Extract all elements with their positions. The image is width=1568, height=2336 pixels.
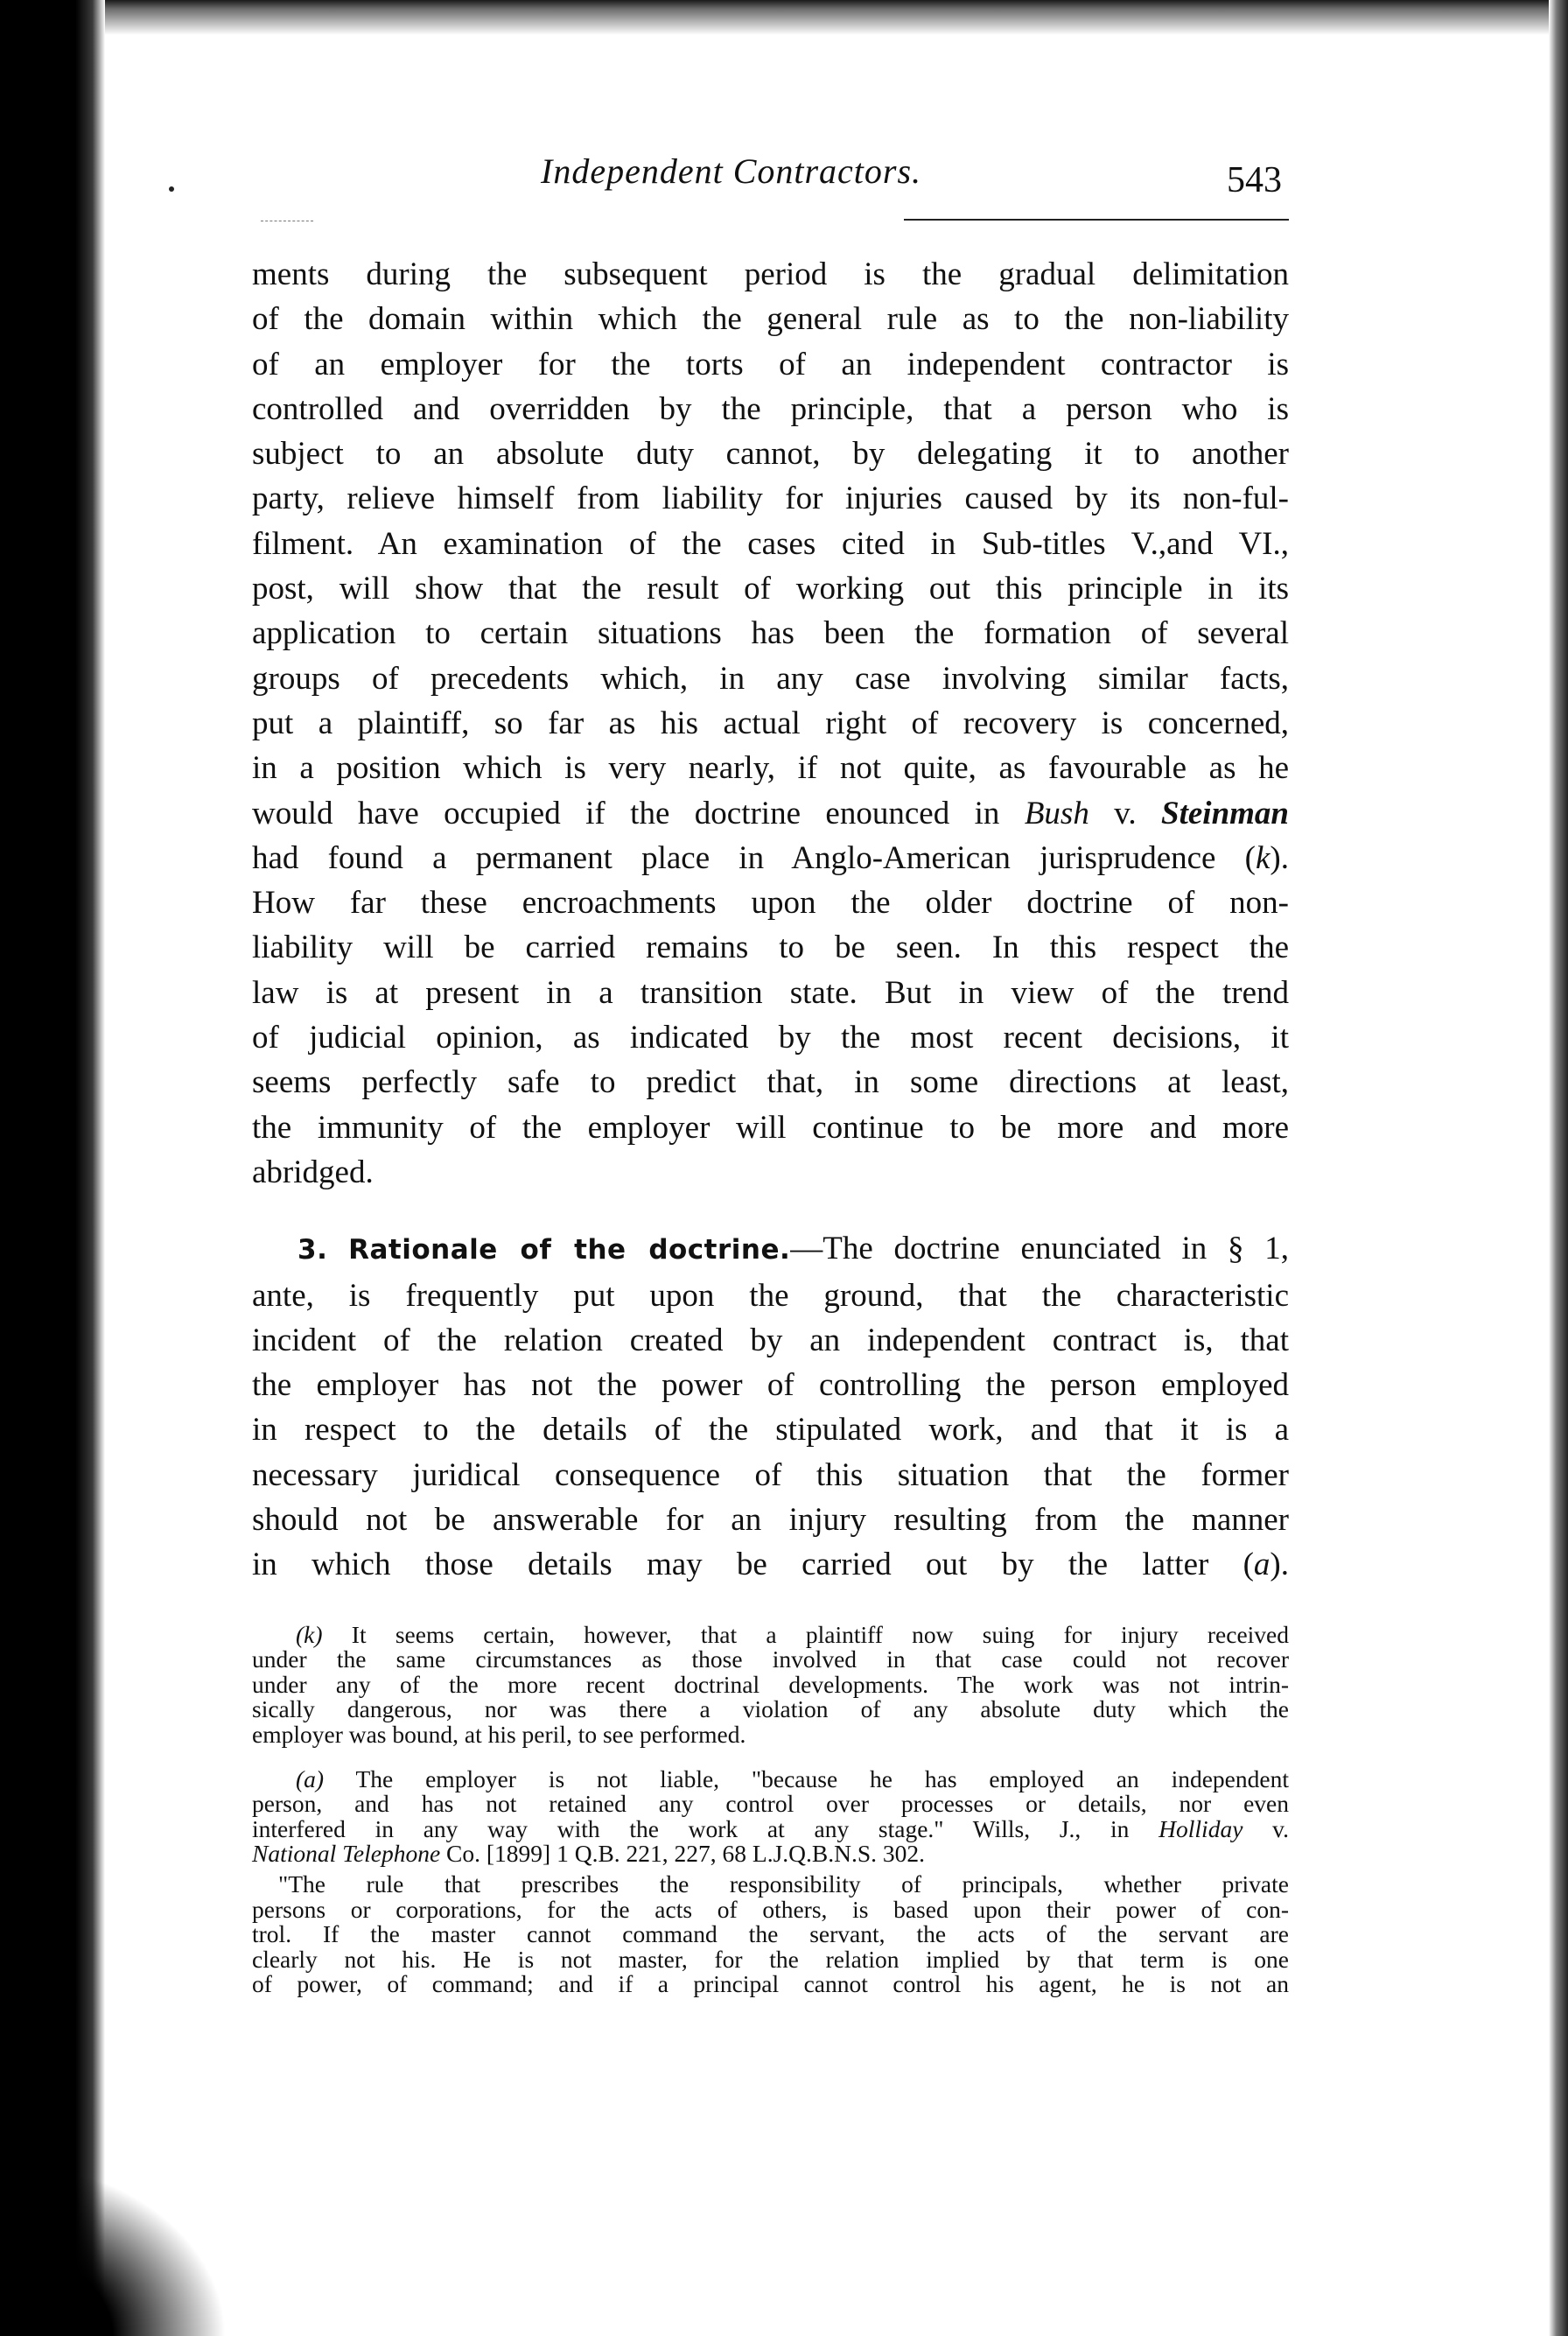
footnote-ref-k: k <box>1255 839 1270 876</box>
header-rule <box>904 219 1289 221</box>
text-line: necessary juridical consequence of this situation that the former <box>252 1456 1289 1493</box>
section-heading-line <box>252 1226 1289 1273</box>
section-number: 3. <box>298 1234 328 1266</box>
footnote-marker: (k) <box>296 1620 323 1648</box>
text-line: put a plaintiff, so far as his actual right of recovery is concerned, <box>252 705 1289 741</box>
case-name-steinman: Steinman <box>1161 795 1290 831</box>
scan-corner-shadow <box>0 2161 228 2336</box>
ref-close: ). <box>1270 839 1289 876</box>
text-line: subject to an absolute duty cannot, by delegating it to another <box>252 436 1289 473</box>
text-line: the employer has not the power of controlling the person employed <box>252 1367 1289 1404</box>
footnote-line: of power, of command; and if a principal cannot control his agent, he is not an <box>252 1970 1289 1998</box>
scan-right-edge <box>1549 0 1568 2336</box>
case-v: v. <box>1272 1814 1289 1842</box>
ref-close: ). <box>1270 1547 1289 1583</box>
text-line: of the domain within which the general rule as to the non-liability <box>252 301 1289 338</box>
text-line: in respect to the details of the stipulated work, and that it is a <box>252 1412 1289 1449</box>
text-line: liability will be carried remains to be seen. In this respect the <box>252 929 1289 966</box>
text-line: ments during the subsequent period is the gradual delimitation <box>252 256 1289 292</box>
speck-mark <box>169 186 174 192</box>
footnote-line: persons or corporations, for the acts of others, is based upon their power of con- <box>252 1895 1289 1923</box>
footnote-a <box>252 1764 1289 1868</box>
text-line-with-ref <box>252 836 1289 880</box>
page-header <box>252 140 1289 210</box>
text-fragment: had found a permanent place in Anglo-American jurisprudence ( <box>252 839 1256 876</box>
book-page <box>252 140 1289 1997</box>
running-title: Independent Contractors. <box>541 151 922 191</box>
heading-dash: — <box>790 1231 823 1267</box>
case-name-holliday: Holliday <box>1158 1814 1243 1842</box>
text-line: post, will show that the result of working out this principle in its <box>252 571 1289 607</box>
text-line: seems perfectly safe to predict that, in some directions at least, <box>252 1064 1289 1101</box>
paragraph-1 <box>252 252 1289 1195</box>
scan-binding-shadow <box>0 0 105 2336</box>
text-line: ante, is frequently put upon the ground, that the characteristic <box>252 1277 1289 1314</box>
text-line: the immunity of the employer will continue to be more and more <box>252 1109 1289 1146</box>
main-text <box>252 252 1289 1588</box>
text-fragment: The employer is not liable, "because he has employed an independent <box>355 1764 1289 1792</box>
text-fragment: would have occupied if the doctrine enounced in <box>252 795 1000 831</box>
text-line-with-ref <box>252 1542 1289 1587</box>
footnote-line-with-case <box>252 1814 1289 1842</box>
footnote-line: "The rule that prescribes the responsibility of principals, whether private <box>278 1870 1289 1898</box>
case-name-national-telephone: National Telephone <box>252 1840 441 1868</box>
text-fragment: It seems certain, however, that a plaintiff now suing for injury received <box>351 1620 1289 1648</box>
text-line: How far these encroachments upon the older doctrine of non- <box>252 885 1289 922</box>
text-line: abridged. <box>252 1154 374 1190</box>
text-line: party, relieve himself from liability for injuries caused by its non-ful- <box>252 481 1289 517</box>
footnote-ref-a: a <box>1253 1547 1270 1583</box>
text-line: groups of precedents which, in any case involving similar facts, <box>252 660 1289 697</box>
page-number: 543 <box>1227 160 1282 200</box>
footnote-k <box>252 1620 1289 1748</box>
scan-top-edge <box>0 0 1568 35</box>
text-line: should not be answerable for an injury resulting from the manner <box>252 1502 1289 1539</box>
footnote-marker: (a) <box>296 1764 325 1792</box>
section-heading: Rationale of the doctrine. <box>348 1234 791 1266</box>
footnote-line: under the same circumstances as those involved in that case could not recover <box>252 1645 1289 1673</box>
text-line: of an employer for the torts of an independent contractor is <box>252 346 1289 382</box>
text-fragment: interfered in any way with the work at any stage." Wills, J., in <box>252 1814 1130 1842</box>
text-line: application to certain situations has been the formation of several <box>252 615 1289 652</box>
text-line: law is at present in a transition state. But in view of the trend <box>252 974 1289 1011</box>
footnote-line-with-case <box>252 1841 1289 1867</box>
footnote-line: under any of the more recent doctrinal developments. The work was not intrin- <box>252 1670 1289 1698</box>
text-fragment: in which those details may be carried out by the latter ( <box>252 1547 1254 1583</box>
footnotes <box>252 1620 1289 1998</box>
text-fragment: The doctrine enunciated in § 1, <box>822 1231 1290 1267</box>
text-line: controlled and overridden by the principle, that a person who is <box>252 390 1289 427</box>
text-fragment: Co. [1899] 1 Q.B. 221, 227, 68 L.J.Q.B.N.S. 302. <box>446 1840 926 1868</box>
footnote-a-continued <box>252 1872 1289 1997</box>
text-line: of judicial opinion, as indicated by the most recent decisions, it <box>252 1020 1289 1056</box>
text-line: filment. An examination of the cases cited in Sub-titles V.,and VI., <box>252 525 1289 562</box>
footnote-line <box>252 1764 1289 1792</box>
text-line: incident of the relation created by an independent contract is, that <box>252 1322 1289 1358</box>
footnote-line <box>252 1620 1289 1648</box>
footnote-line: employer was bound, at his peril, to see performed. <box>252 1720 746 1748</box>
text-line-with-case <box>252 791 1289 836</box>
case-v: v. <box>1114 795 1137 831</box>
case-name-bush: Bush <box>1024 795 1089 831</box>
footnote-line: clearly not his. He is not master, for the relation implied by that term is one <box>252 1945 1289 1973</box>
footnote-line: sically dangerous, nor was there a violation of any absolute duty which the <box>252 1695 1289 1723</box>
text-line: in a position which is very nearly, if not quite, as favourable as he <box>252 750 1289 787</box>
footnote-line: trol. If the master cannot command the servant, the acts of the servant are <box>252 1920 1289 1948</box>
paragraph-2 <box>252 1226 1289 1587</box>
footnote-line: person, and has not retained any control over processes or details, nor even <box>252 1790 1289 1818</box>
